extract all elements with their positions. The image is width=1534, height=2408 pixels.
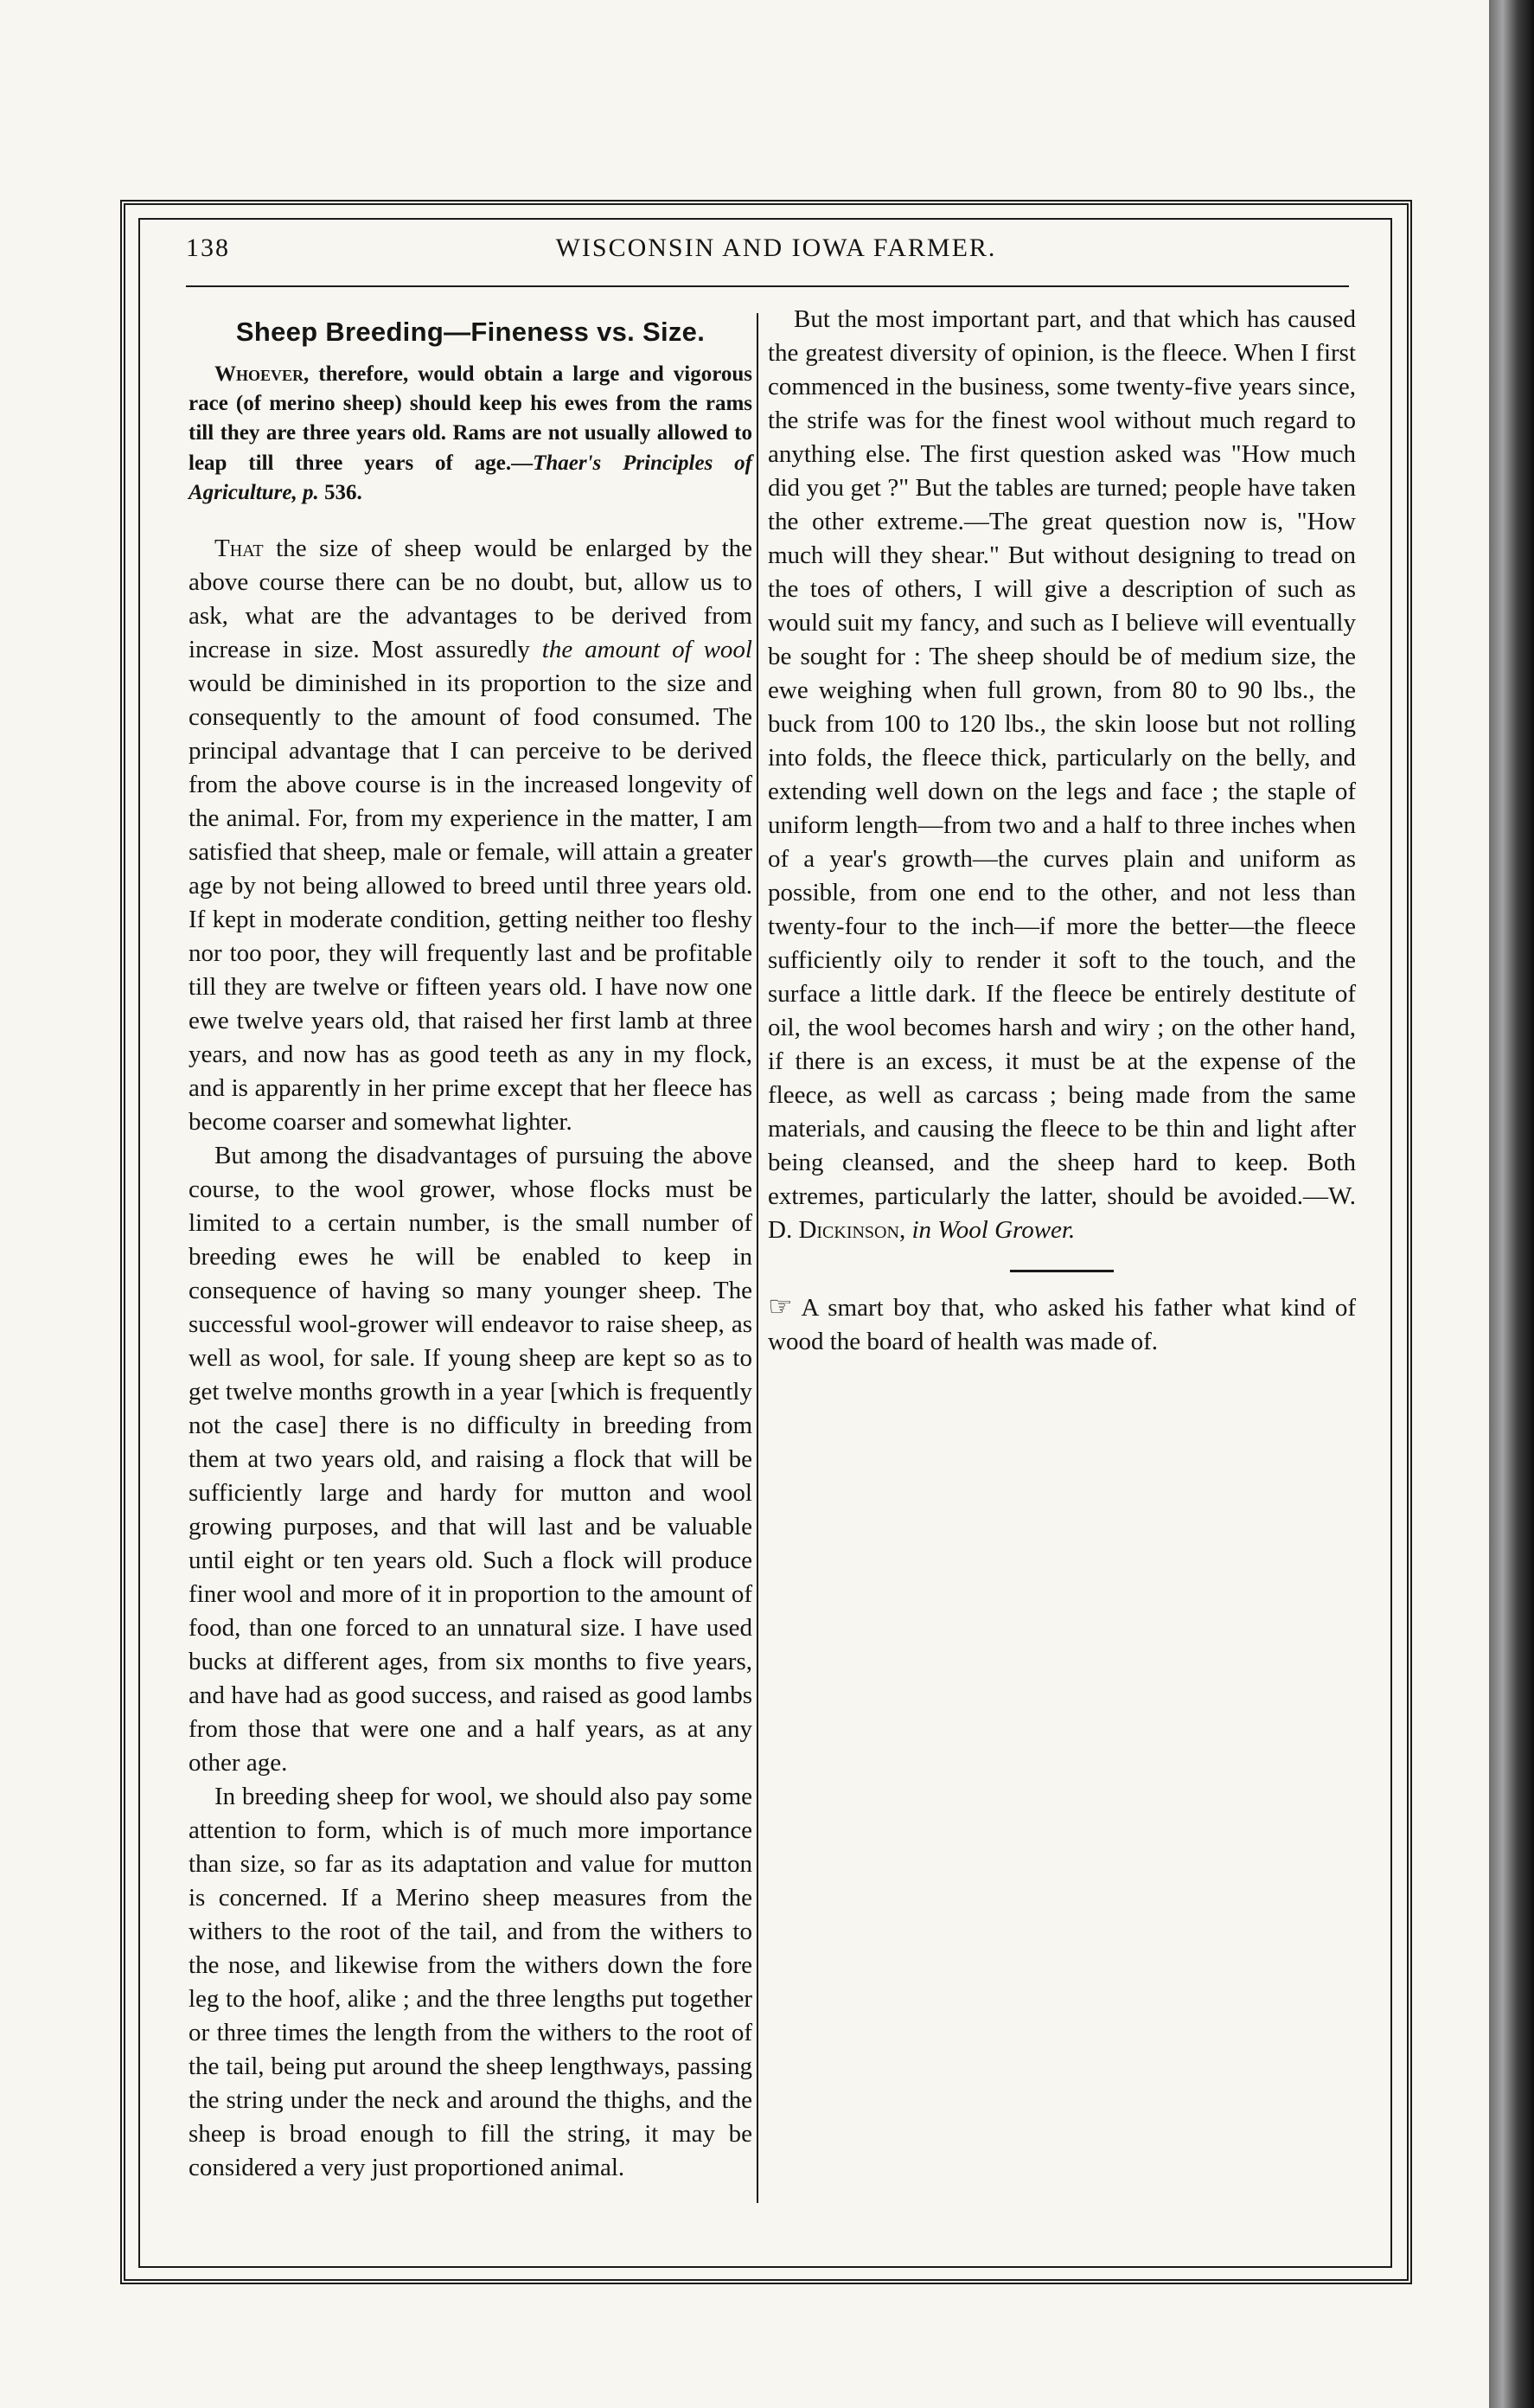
article-title: Sheep Breeding—Fineness vs. Size. [235, 317, 706, 347]
column-rule [757, 313, 758, 2203]
pointing-hand-icon: ☞ [768, 1290, 793, 1322]
running-head [186, 230, 1349, 273]
paragraph-2: But among the disadvantages of pursuing the above course, to the wool grower, whose flocks must be limited to a certain number, is the small number of breeding ewes he will be enabled to keep in consequence of having so many younger sheep. The successful wool-grower will endeavor to raise sheep, as well as wool, for sale. If young sheep are kept so as to get twelve months growth in a year [which is frequently not the case] there is no difficulty in breeding from them at two years old, and raising a flock that will be sufficiently large and hardy for mutton and wool growing purposes, and that will last and be valuable until eight or ten years old. Such a flock will produce finer wool and more of it in proportion to the amount of food, than one forced to an unnatural size. I have used bucks at different ages, from six months to five years, and have had as good success, and raised as good lambs from those that were one and a half years, as at any other age. [189, 1142, 752, 1777]
right-column [768, 303, 1356, 1359]
page-number: 138 [186, 234, 230, 262]
scan-edge [1489, 0, 1534, 2408]
paragraph-1-text-b: would be diminished in its proportion to the size and consequently to the amount of food consumed. The principal advantage that I can perceive to be derived from the above course is in the increased longevity of the animal. For, from my experience in the matter, I am satisfied that sheep, male or female, will attain a greater age by not being allowed to breed until three years old. If kept in moderate condition, getting neither too fleshy nor too poor, they will frequently last and be profitable till they are twelve or fifteen years old. I have now one ewe twelve years old, that raised her first lamb at three years, and now has as good teeth as any in my flock, and is apparently in her prime except that her fleece has become coarser and somewhat lighter. [189, 669, 752, 1137]
epigraph-lead: Whoever [214, 362, 304, 386]
left-column [189, 303, 752, 2185]
header-rule [186, 285, 1349, 287]
running-title: WISCONSIN AND IOWA FARMER. [555, 234, 997, 262]
paragraph-1-lead: That [214, 535, 264, 563]
paragraph-1-italic: the amount of wool [541, 636, 752, 664]
epigraph-text: , therefore, would obtain a large and vigorous race (of merino sheep) should keep his ewes from the rams till they are three years old. Rams are not usually allowed to leap till three years of age.— [189, 362, 752, 475]
epigraph-page: 536. [318, 480, 362, 504]
paragraph-3: In breeding sheep for wool, we should also pay some attention to form, which is of much more importance than size, so far as its adaptation and value for mutton is concerned. If a Merino sheep measures from the withers to the root of the tail, and from the withers to the nose, and likewise from the withers down the fore leg to the hoof, alike ; and the three lengths put together or three times the length from the withers to the root of the tail, being put around the sheep lengthways, passing the string under the neck and around the thighs, and the sheep is broad enough to fill the string, it may be considered a very just proportioned animal. [189, 1783, 752, 2182]
filler-text: A smart boy that, who asked his father what kind of wood the board of health was made of. [768, 1294, 1356, 1355]
paragraph-1 [189, 532, 752, 1139]
paragraph-4-text: But the most important part, and that which has caused the greatest diversity of opinion, is the fleece. When I first commenced in the business, some twenty-five years since, the strife was for the finest wool without much regard to anything else. The first question asked was "How much did you get ?" But the tables are turned; people have taken the other extreme.—The great question now is, "How much will they shear." But without designing to tread on the toes of others, I will give a description of such as would suit my fancy, and such as I believe will eventually be sought for : The sheep should be of medium size, the ewe weighing when full grown, from 80 to 90 lbs., the buck from 100 to 120 lbs., the skin loose but not rolling into folds, the fleece thick, particularly on the belly, and extending well down on the legs and face ; the staple of uniform length—from two and a half to three inches when of a year's growth—the curves plain and uniform as possible, from one end to the other, and not less than twenty-four to the inch—if more the better—the fleece sufficiently oily to render it soft to the touch, and the surface a little dark. If the fleece be entirely destitute of oil, the wool becomes harsh and wiry ; on the other hand, if there is an excess, it must be at the expense of the fleece, as well as carcass ; being made from the same materials, and causing the fleece to be thin and light after being cleansed, and the sheep hard to keep. Both extremes, particularly the latter, should be avoided.— [768, 305, 1356, 1210]
filler-item [768, 1290, 1356, 1359]
paragraph-4 [768, 303, 1356, 1247]
paragraph-1-text-a: the size of sheep would be enlarged by the above course there can be no doubt, but, allow us to ask, what are the advantages to be derived from increase in size. Most assuredly [189, 535, 752, 664]
signature-source: in Wool Grower. [911, 1216, 1076, 1244]
section-divider [1010, 1270, 1114, 1272]
epigraph [189, 360, 752, 508]
signature: W. D. Dickinson, [768, 1182, 1356, 1244]
epigraph-source: Thaer's Principles of Agriculture, p. [189, 451, 752, 504]
